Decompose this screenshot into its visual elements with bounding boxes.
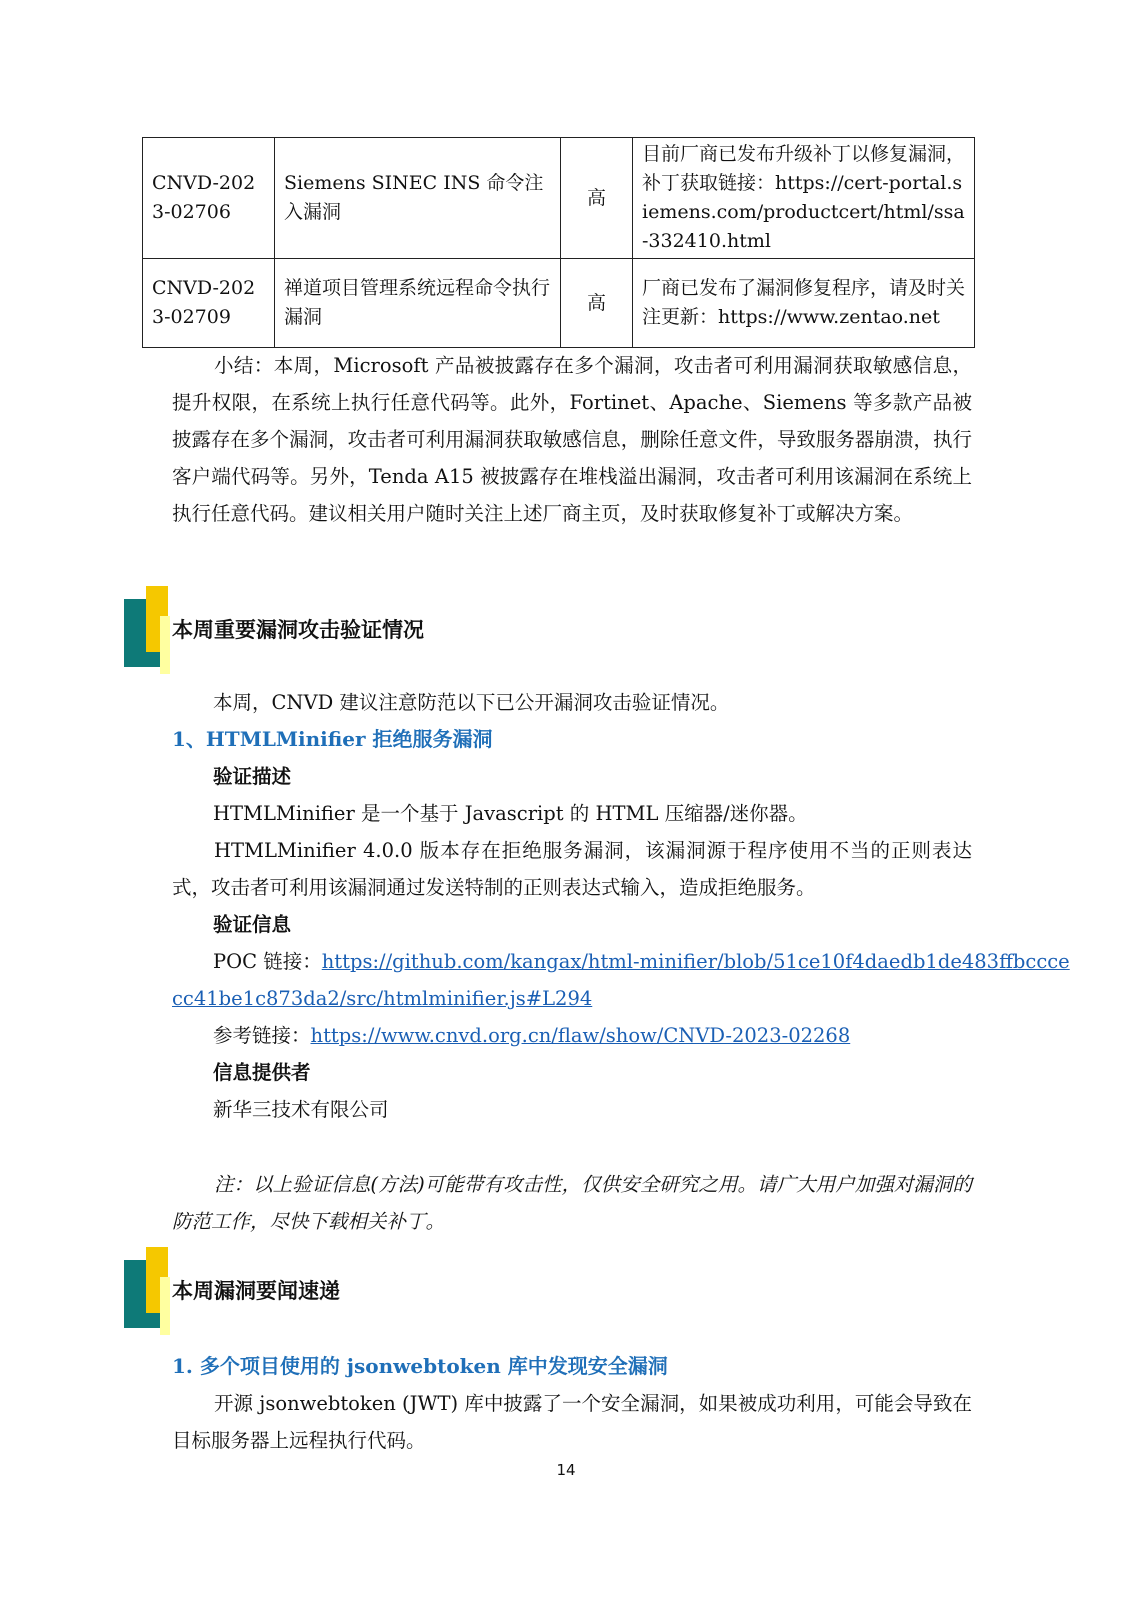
poc-link-continued[interactable]: cc41be1c873da2/src/htmlminifier.js#L294 <box>172 987 593 1010</box>
poc-link[interactable]: https://github.com/kangax/html-minifier/blob/51ce10f4daedb1de483ffbccce <box>321 950 1070 973</box>
item-title: 1、HTMLMinifier 拒绝服务漏洞 <box>172 727 493 751</box>
page-number: 14 <box>556 1461 576 1479</box>
section-title: 本周重要漏洞攻击验证情况 <box>172 618 424 642</box>
section-title: 本周漏洞要闻速递 <box>172 1279 340 1303</box>
poc-line-continued <box>172 980 592 1017</box>
info-heading: 验证信息 <box>213 913 292 936</box>
vuln-name-cell: Siemens SINEC INS 命令注入漏洞 <box>275 138 561 259</box>
fix-cell: 厂商已发布了漏洞修复程序，请及时关注更新：https://www.zentao.net <box>633 259 975 348</box>
vulnerability-table <box>142 137 975 348</box>
provider-name: 新华三技术有限公司 <box>213 1098 389 1121</box>
section-intro: 本周，CNVD 建议注意防范以下已公开漏洞攻击验证情况。 <box>213 691 730 714</box>
fix-cell: 目前厂商已发布升级补丁以修复漏洞，补丁获取链接：https://cert-portal.siemens.com/productcert/html/ssa-332410.html <box>633 138 975 259</box>
severity-cell: 高 <box>561 259 633 348</box>
table-row <box>143 259 975 348</box>
summary-paragraph: 小结：本周，Microsoft 产品被披露存在多个漏洞，攻击者可利用漏洞获取敏感信息，提升权限，在系统上执行任意代码等。此外，Fortinet、Apache、Siemens 等多款产品被披露存在多个漏洞，攻击者可利用漏洞获取敏感信息，删除任意文件，导致服务器崩溃，执行客户端代码等。另外，Tenda A15 被披露存在堆栈溢出漏洞，攻击者可利用该漏洞在系统上执行任意代码。建议相关用户随时关注上述厂商主页，及时获取修复补丁或解决方案。 <box>172 354 972 525</box>
provider-heading: 信息提供者 <box>213 1061 311 1084</box>
section-marker-icon <box>124 586 174 674</box>
desc-heading: 验证描述 <box>213 765 292 788</box>
cnvd-id-cell: CNVD-2023-02706 <box>143 138 275 259</box>
reference-link[interactable]: https://www.cnvd.org.cn/flaw/show/CNVD-2023-02268 <box>310 1024 851 1047</box>
cnvd-id-cell: CNVD-2023-02709 <box>143 259 275 348</box>
section-marker-icon <box>124 1247 174 1335</box>
table-row <box>143 138 975 259</box>
poc-label: POC 链接： <box>213 950 322 973</box>
poc-line <box>213 943 1070 980</box>
note-paragraph: 注：以上验证信息(方法)可能带有攻击性，仅供安全研究之用。请广大用户加强对漏洞的防范工作，尽快下载相关补丁。 <box>172 1173 972 1233</box>
vuln-name-cell: 禅道项目管理系统远程命令执行漏洞 <box>275 259 561 348</box>
desc-paragraph: HTMLMinifier 4.0.0 版本存在拒绝服务漏洞，该漏洞源于程序使用不当的正则表达式，攻击者可利用该漏洞通过发送特制的正则表达式输入，造成拒绝服务。 <box>172 839 972 899</box>
news-paragraph: 开源 jsonwebtoken (JWT) 库中披露了一个安全漏洞，如果被成功利用，可能会导致在目标服务器上远程执行代码。 <box>172 1392 972 1452</box>
desc-paragraph: HTMLMinifier 是一个基于 Javascript 的 HTML 压缩器/迷你器。 <box>213 802 808 825</box>
reference-line <box>213 1017 850 1054</box>
item-title: 1. 多个项目使用的 jsonwebtoken 库中发现安全漏洞 <box>172 1354 668 1378</box>
severity-cell: 高 <box>561 138 633 259</box>
reference-label: 参考链接： <box>213 1024 311 1047</box>
